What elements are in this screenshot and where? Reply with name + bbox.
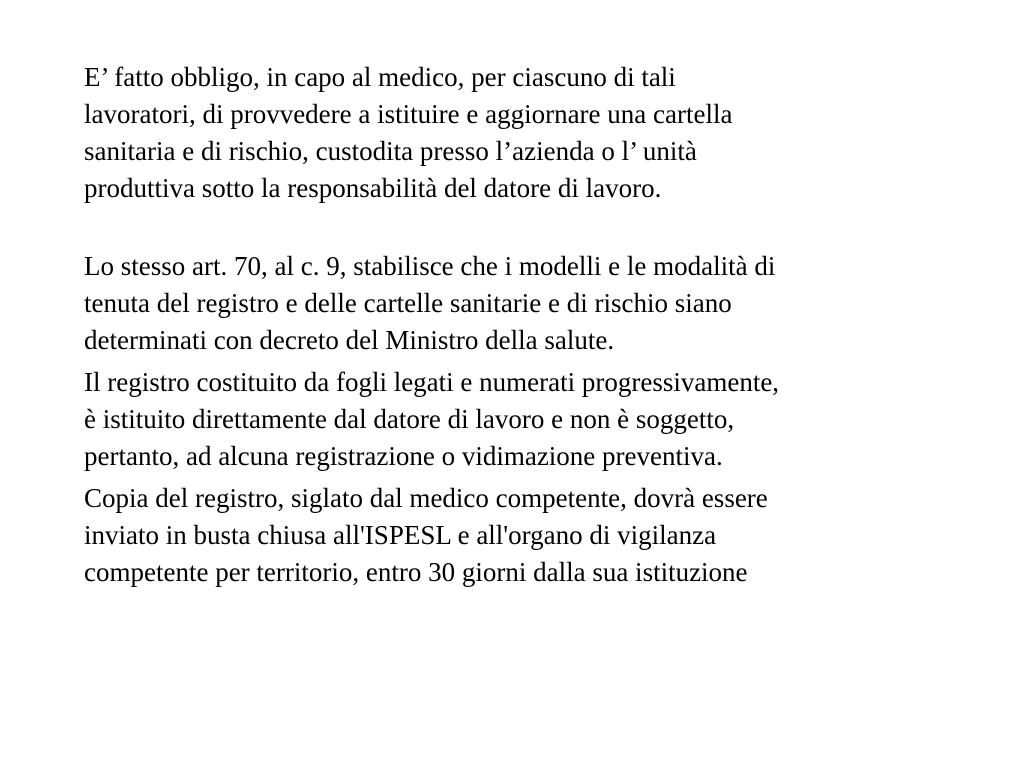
paragraph-copia-registro [84,480,984,591]
text-line: Copia del registro, siglato dal medico competente, dovrà essere [84,483,768,513]
text-line: lavoratori, di provvedere a istituire e aggiornare una cartella [84,99,733,129]
text-line: sanitaria e di rischio, custodita presso l’azienda o l’ unità [84,136,697,166]
text-line: inviato in busta chiusa all'ISPESL e all'organo di vigilanza [84,520,717,550]
text-line: determinati con decreto del Ministro della salute. [84,325,615,355]
paragraph-art-70 [84,248,984,359]
text-line: tenuta del registro e delle cartelle sanitarie e di rischio siano [84,288,732,318]
paragraph-spacer [84,207,984,248]
text-line: Il registro costituito da fogli legati e numerati progressivamente, [84,367,780,397]
text-line: Lo stesso art. 70, al c. 9, stabilisce che i modelli e le modalità di [84,251,776,281]
slide-body-text [84,59,984,591]
text-line: produttiva sotto la responsabilità del datore di lavoro. [84,173,662,203]
text-line: competente per territorio, entro 30 giorni dalla sua istituzione [84,557,748,587]
paragraph-registro [84,364,984,475]
text-line: è istituito direttamente dal datore di lavoro e non è soggetto, [84,404,735,434]
text-line: pertanto, ad alcuna registrazione o vidimazione preventiva. [84,441,723,471]
text-line: E’ fatto obbligo, in capo al medico, per ciascuno di tali [84,62,676,92]
paragraph-obbligo-cartella [84,59,984,207]
